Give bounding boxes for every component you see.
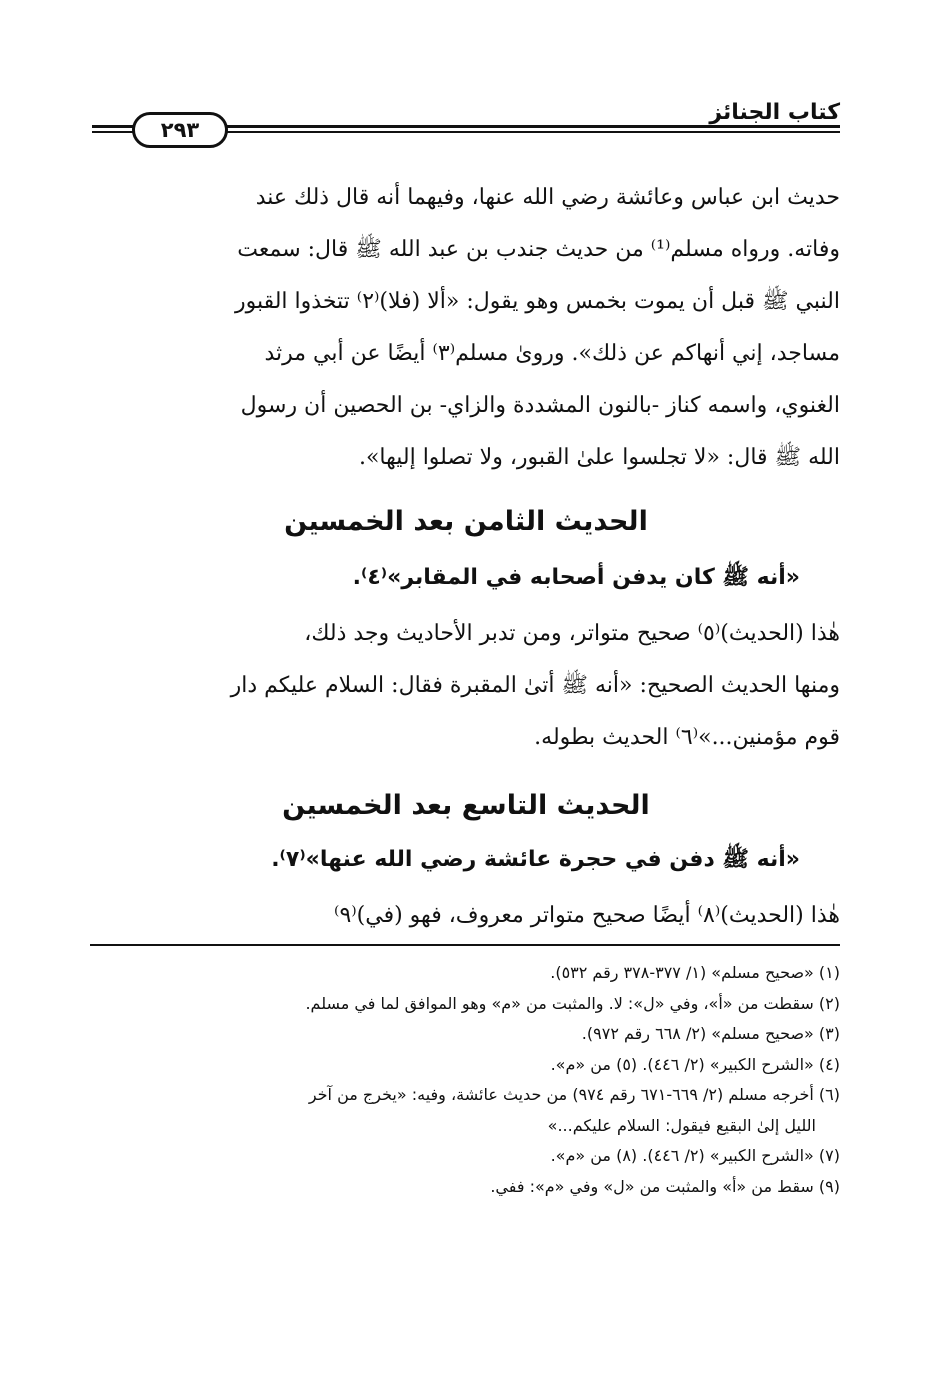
chapter-title: كتاب الجنائز [709, 100, 840, 125]
paragraph-1 [92, 172, 840, 484]
text-line: مساجد، إني أنهاكم عن ذلك». وروىٰ مسلم⁽٣⁾ أيضًا عن أبي مرثد [264, 341, 840, 366]
footnote: (٧) «الشرح الكبير» (٢/ ٤٤٦). (٨) من «م». [550, 1146, 840, 1165]
section-heading-59: الحديث التاسع بعد الخمسين [282, 790, 650, 821]
footnote: (٤) «الشرح الكبير» (٢/ ٤٤٦). (٥) من «م». [550, 1054, 840, 1074]
paragraph-2 [92, 608, 840, 764]
text-line: الغنوي، واسمه كناز -بالنون المشددة والزاي- بن الحصين أن رسول [240, 393, 840, 418]
footnote-separator [90, 944, 840, 946]
footnote: (٣) «صحيح مسلم» (٢/ ٦٦٨ رقم ٩٧٢). [581, 1024, 840, 1043]
footnote: (٢) سقطت من «أ»، وفي «ل»: لا. والمثبت من «م» وهو الموافق لما في مسلم. [305, 993, 840, 1013]
hadith-quote-58: «أنه ﷺ كان يدفن أصحابه في المقابر»⁽٤⁾. [352, 565, 800, 590]
page-header [92, 96, 840, 146]
footnote: (١) «صحيح مسلم» (١/ ٣٧٧-٣٧٨ رقم ٥٣٢). [550, 963, 840, 982]
hadith-quote-59: «أنه ﷺ دفن في حجرة عائشة رضي الله عنها»⁽٧⁾. [271, 847, 800, 872]
page-number: ٢٩٣ [132, 112, 228, 148]
section-heading-58: الحديث الثامن بعد الخمسين [284, 506, 648, 537]
text-line: هٰذا (الحديث)⁽٨⁾ أيضًا صحيح متواتر معروف، فهو (في)⁽٩⁾ [334, 903, 840, 928]
paragraph-3 [92, 890, 840, 942]
text-line: حديث ابن عباس وعائشة رضي الله عنها، وفيهما أنه قال ذلك عند [255, 185, 840, 210]
text-line: قوم مؤمنين...»⁽٦⁾ الحديث بطوله. [534, 725, 840, 750]
text-line: ومنها الحديث الصحيح: «أنه ﷺ أتىٰ المقبرة فقال: السلام عليكم دار [230, 673, 840, 698]
footnote-continuation: الليل إلىٰ البقيع فيقول: السلام عليكم...» [547, 1115, 816, 1135]
text-line: الله ﷺ قال: «لا تجلسوا علىٰ القبور، ولا تصلوا إليها». [358, 445, 840, 470]
footnote: (٩) سقط من «أ» والمثبت من «ل» وفي «م»: ففي. [490, 1176, 840, 1196]
footnotes [92, 958, 840, 1202]
text-line: النبي ﷺ قبل أن يموت بخمس وهو يقول: «ألا (فلا)⁽٢⁾ تتخذوا القبور [234, 289, 840, 314]
footnote: (٦) أخرجه مسلم (٢/ ٦٦٩-٦٧١ رقم ٩٧٤) من حديث عائشة، وفيه: «يخرج من آخر [308, 1085, 840, 1104]
text-line: هٰذا (الحديث)⁽٥⁾ صحيح متواتر، ومن تدبر الأحاديث وجد ذلك، [304, 621, 840, 646]
text-line: وفاته. ورواه مسلم⁽¹⁾ من حديث جندب بن عبد الله ﷺ قال: سمعت [237, 237, 840, 262]
